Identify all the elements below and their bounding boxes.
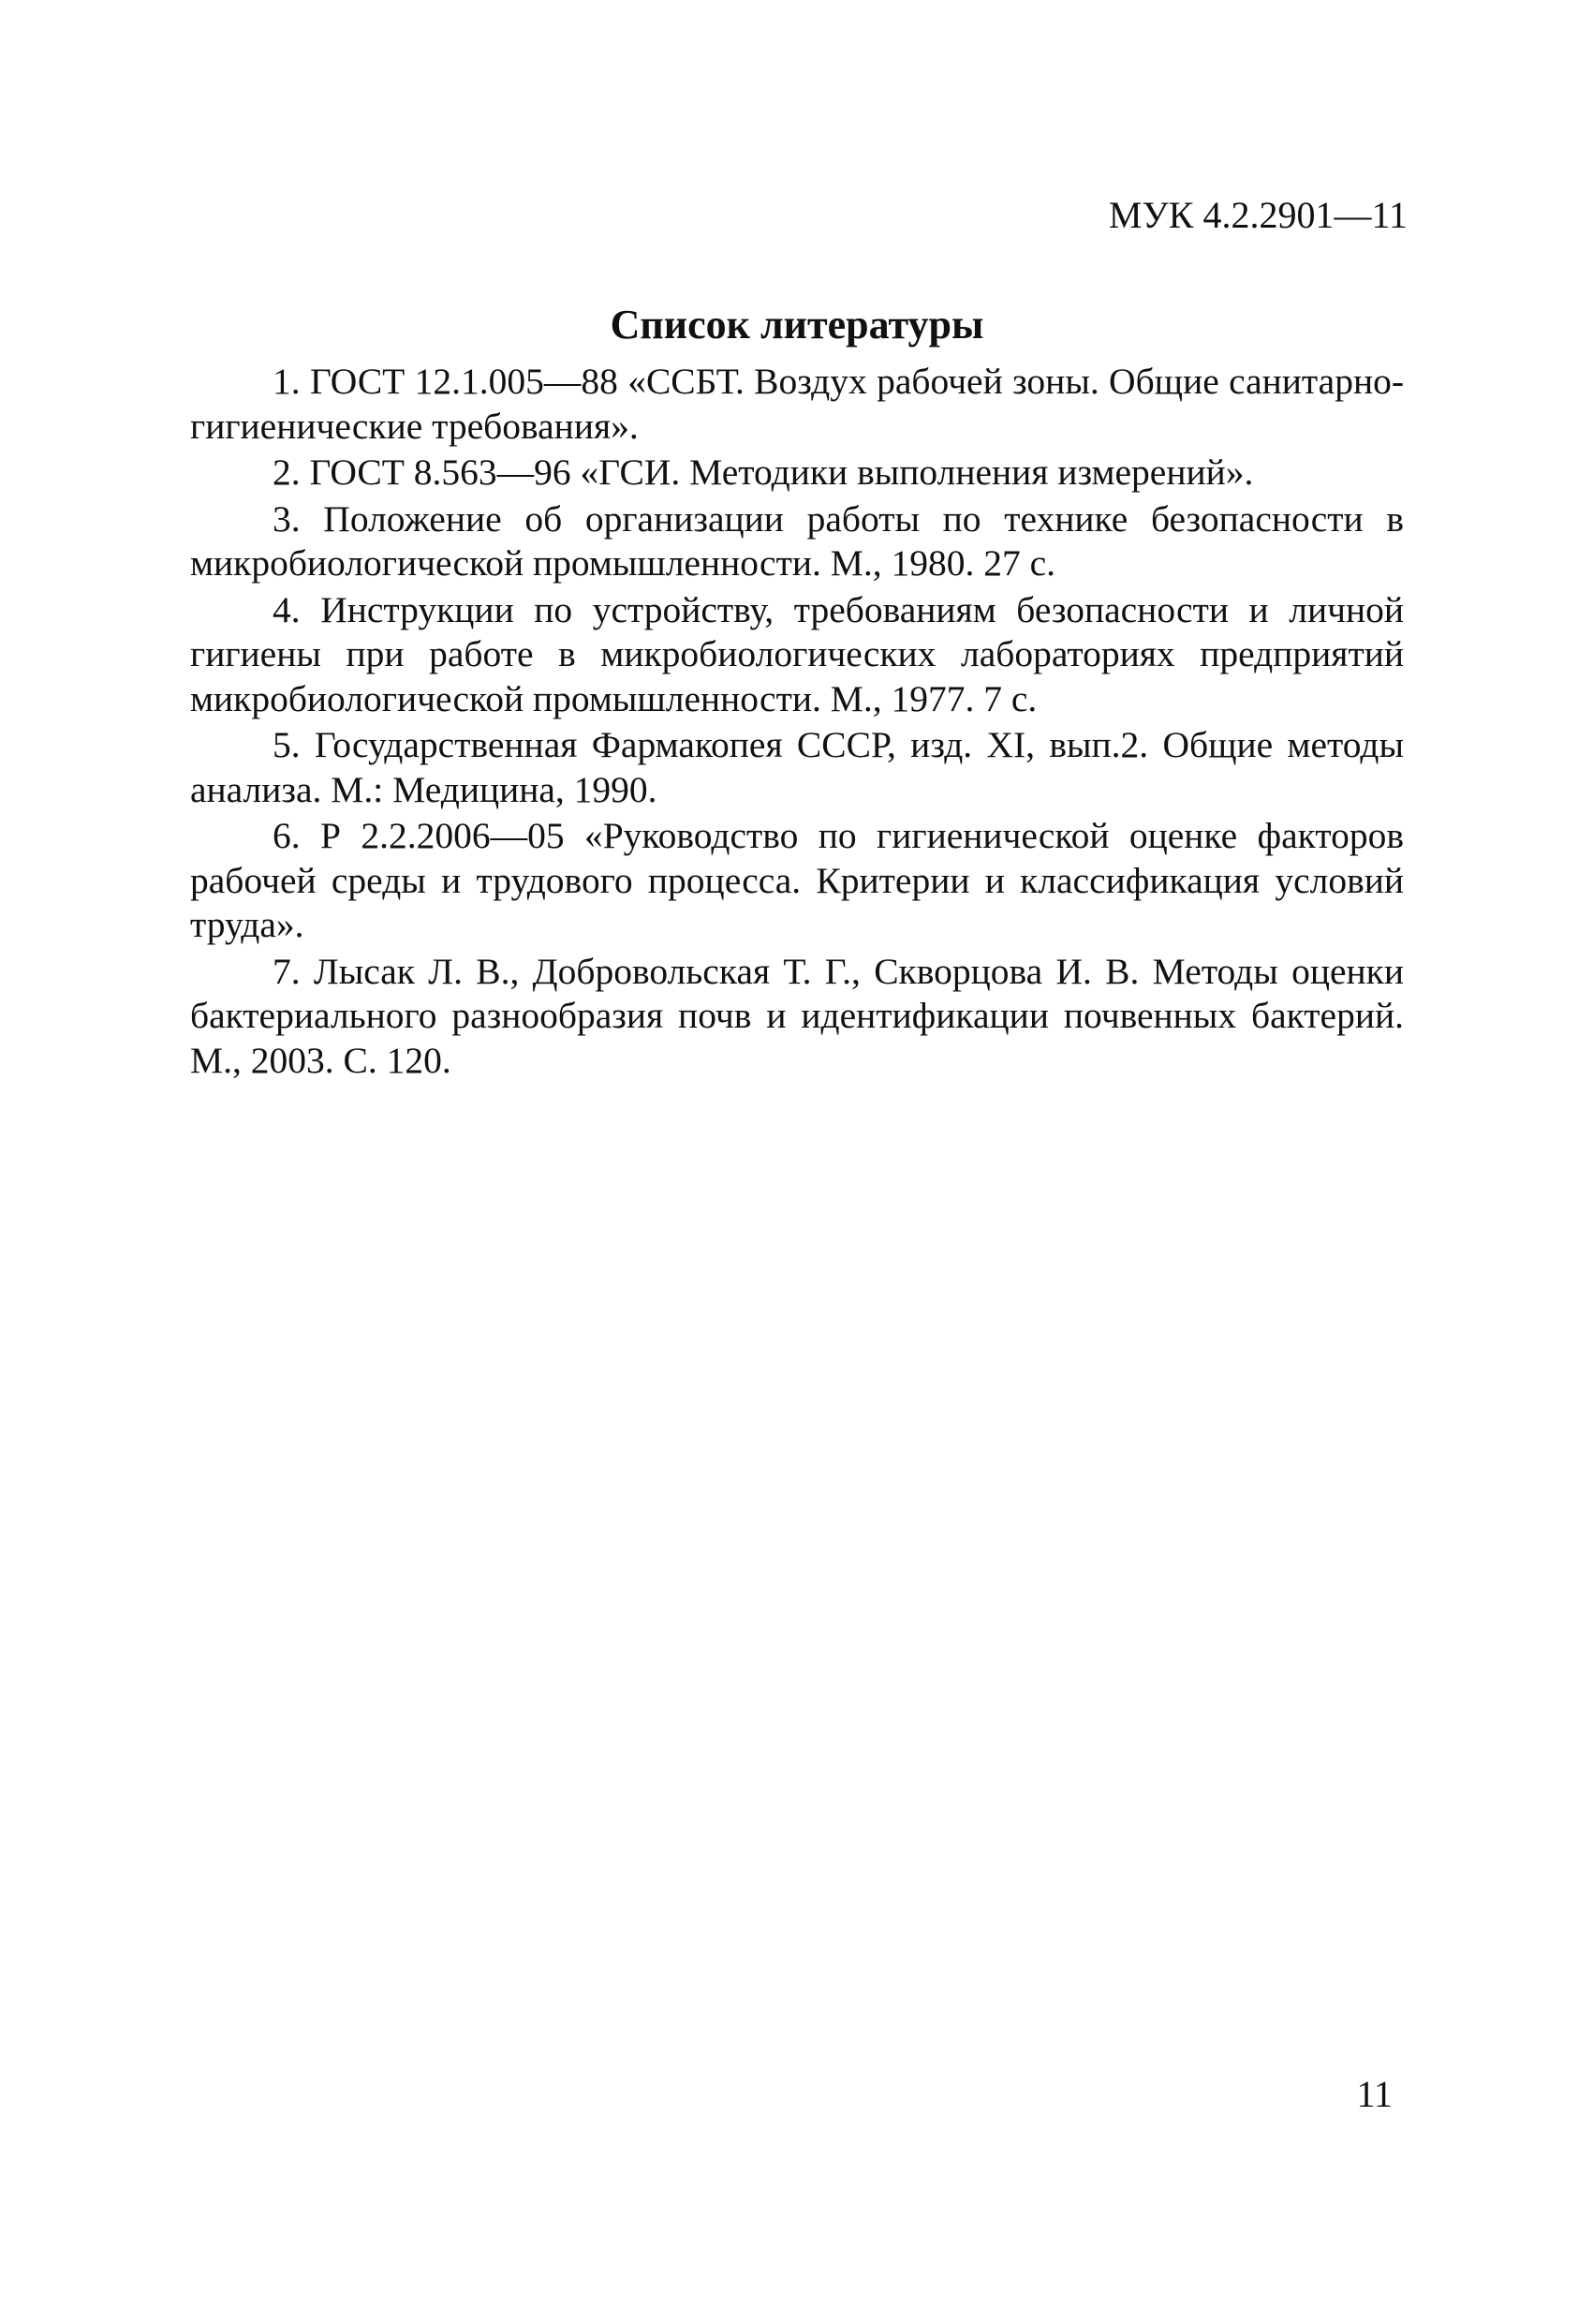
page-number: 11 bbox=[1356, 2073, 1393, 2115]
reference-item-2: 2. ГОСТ 8.563—96 «ГСИ. Методики выполнения измерений». bbox=[273, 451, 1254, 493]
reference-item-1: 1. ГОСТ 12.1.005—88 «ССБТ. Воздух рабочей зоны. Общие санитарно-гигиенические требования». bbox=[190, 361, 1404, 447]
reference-item-3: 3. Положение об организации работы по технике безопасности в микробиологической промышленности. М., 1980. 27 с. bbox=[190, 497, 1404, 584]
references-list bbox=[190, 360, 1404, 1083]
document-code-header: МУК 4.2.2901—11 bbox=[1108, 194, 1408, 236]
reference-item-7: 7. Лысак Л. В., Добровольская Т. Г., Скворцова И. В. Методы оценки бактериального разнообразия почв и идентификации почвенных бактерий. М., 2003. С. 120. bbox=[190, 950, 1404, 1081]
reference-item-4: 4. Инструкции по устройству, требованиям безопасности и личной гигиены при работе в микробиологических лабораториях предприятий микробиологической промышленности. М., 1977. 7 с. bbox=[190, 588, 1404, 719]
reference-item-5: 5. Государственная Фармакопея СССР, изд. XI, вып.2. Общие методы анализа. М.: Медицина, 1990. bbox=[190, 724, 1404, 810]
reference-item-6: 6. Р 2.2.2006—05 «Руководство по гигиенической оценке факторов рабочей среды и трудового процесса. Критерии и классификация условий труда». bbox=[190, 815, 1404, 945]
references-section bbox=[190, 296, 1404, 1085]
references-title: Список литературы bbox=[610, 302, 984, 348]
